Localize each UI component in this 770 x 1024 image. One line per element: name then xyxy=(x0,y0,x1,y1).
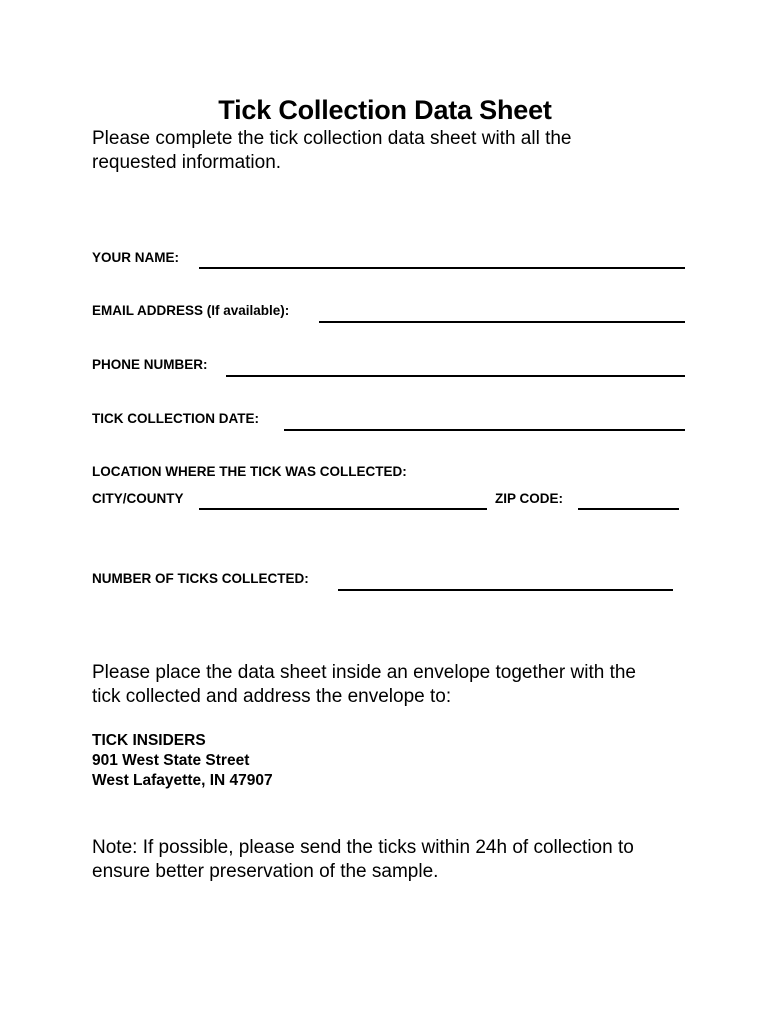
city-county-field[interactable] xyxy=(199,508,487,510)
tick-count-label: NUMBER OF TICKS COLLECTED: xyxy=(92,571,309,586)
email-label: EMAIL ADDRESS (If available): xyxy=(92,303,290,318)
city-county-label: CITY/COUNTY xyxy=(92,491,184,506)
note-line-1: Note: If possible, please send the ticks within 24h of collection to xyxy=(92,837,634,858)
collection-date-label: TICK COLLECTION DATE: xyxy=(92,411,259,426)
intro-line-1: Please complete the tick collection data sheet with all the xyxy=(92,128,572,149)
address-street: 901 West State Street xyxy=(92,752,250,769)
address-name: TICK INSIDERS xyxy=(92,732,206,749)
intro-line-2: requested information. xyxy=(92,152,282,173)
name-label: YOUR NAME: xyxy=(92,250,179,265)
collection-date-field[interactable] xyxy=(284,429,685,431)
note-line-2: ensure better preservation of the sample. xyxy=(92,861,439,882)
instructions-line-2: tick collected and address the envelope to: xyxy=(92,686,452,707)
zip-code-field[interactable] xyxy=(578,508,679,510)
page-title: Tick Collection Data Sheet xyxy=(218,95,552,125)
tick-count-field[interactable] xyxy=(338,589,673,591)
phone-field[interactable] xyxy=(226,375,685,377)
instructions-line-1: Please place the data sheet inside an envelope together with the xyxy=(92,662,636,683)
phone-label: PHONE NUMBER: xyxy=(92,357,208,372)
location-heading: LOCATION WHERE THE TICK WAS COLLECTED: xyxy=(92,464,407,479)
address-city: West Lafayette, IN 47907 xyxy=(92,772,273,789)
email-field[interactable] xyxy=(319,321,685,323)
name-field[interactable] xyxy=(199,267,685,269)
zip-code-label: ZIP CODE: xyxy=(495,491,564,506)
